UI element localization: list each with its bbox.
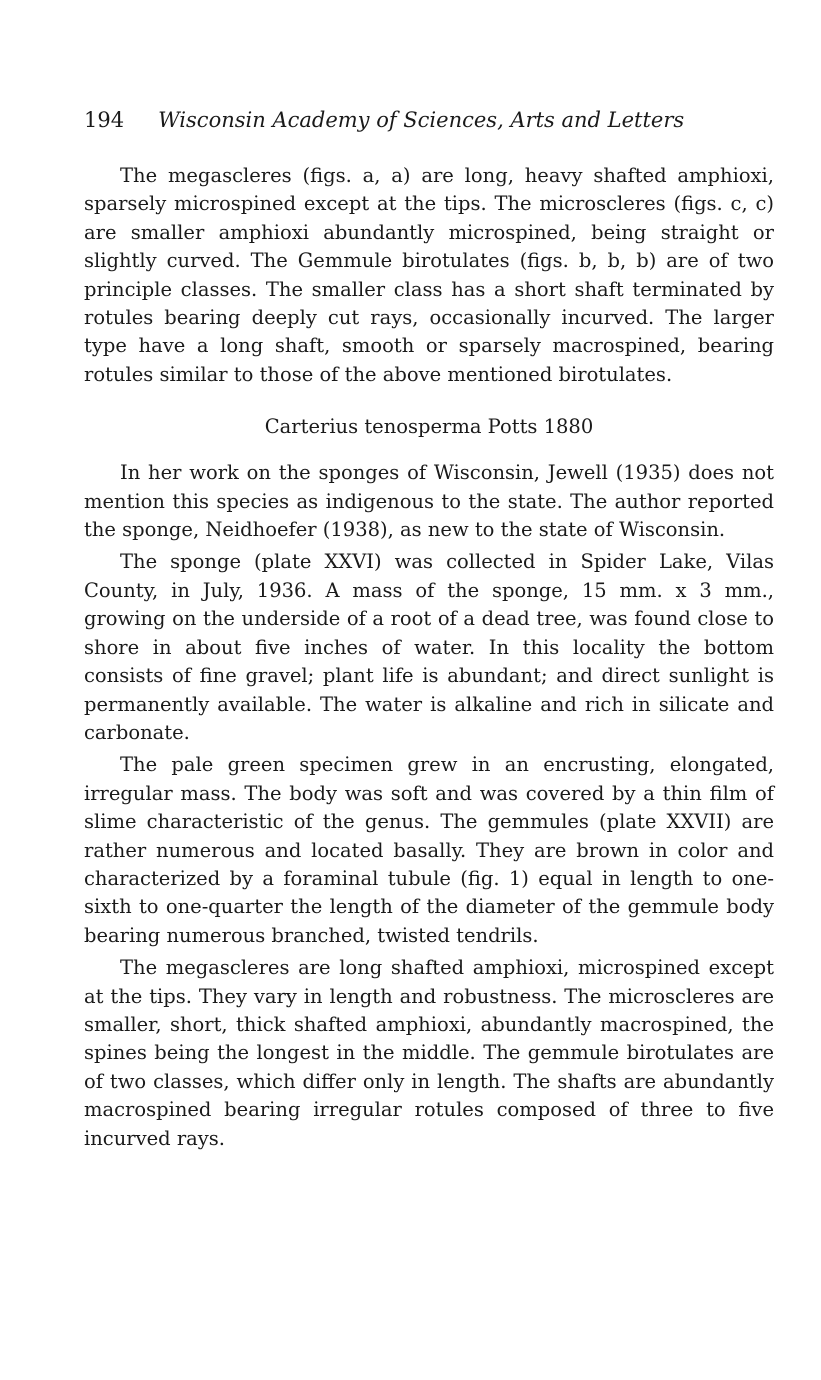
journal-title: Wisconsin Academy of Sciences, Arts and Letters bbox=[158, 108, 685, 132]
running-header bbox=[84, 102, 774, 138]
body-paragraph: The sponge (plate XXVI) was collected in Spider Lake, Vilas County, in July, 1936. A mass of the sponge, 15 mm. x 3 mm., growing on the underside of a root of a dead tree, was found close to shore in about five inches of water. In this locality the bottom consists of fine gravel; plant life is abundant; and direct sunlight is permanently available. The water is alkaline and rich in silicate and carbonate. bbox=[84, 550, 774, 744]
body-paragraph: The pale green specimen grew in an encrusting, elongated, irregular mass. The body was soft and was covered by a thin film of slime characteristic of the genus. The gemmules (plate XXVII) are rather numerous and located basally. They are brown in color and characterized by a foraminal tubule (fig. 1) equal in length to one-sixth to one-quarter the length of the diameter of the gemmule body bearing numerous branched, twisted tendrils. bbox=[84, 753, 774, 947]
intro-paragraph: The megascleres (figs. a, a) are long, heavy shafted amphioxi, sparsely microspined except at the tips. The microscleres (figs. c, c) are smaller amphioxi abundantly microspined, being straight or slightly curved. The Gemmule birotulates (figs. b, b, b) are of two principle classes. The smaller class has a short shaft terminated by rotules bearing deeply cut rays, occasionally incurved. The larger type have a long shaft, smooth or sparsely macrospined, bearing rotules similar to those of the above mentioned birotulates. bbox=[84, 164, 774, 386]
body-paragraph: In her work on the sponges of Wisconsin, Jewell (1935) does not mention this species as indigenous to the state. The author reported the sponge, Neidhoefer (1938), as new to the state of Wisconsin. bbox=[84, 461, 774, 542]
page-body bbox=[84, 162, 774, 1153]
section-heading: Carterius tenosperma Potts 1880 bbox=[264, 415, 594, 439]
page-number: 194 bbox=[84, 108, 125, 132]
book-page bbox=[84, 102, 774, 1153]
body-paragraph: The megascleres are long shafted amphioxi, microspined except at the tips. They vary in length and robustness. The microscleres are smaller, short, thick shafted amphioxi, abundantly macrospined, the spines being the longest in the middle. The gemmule birotulates are of two classes, which differ only in length. The shafts are abundantly macrospined bearing irregular rotules composed of three to five incurved rays. bbox=[84, 956, 774, 1150]
